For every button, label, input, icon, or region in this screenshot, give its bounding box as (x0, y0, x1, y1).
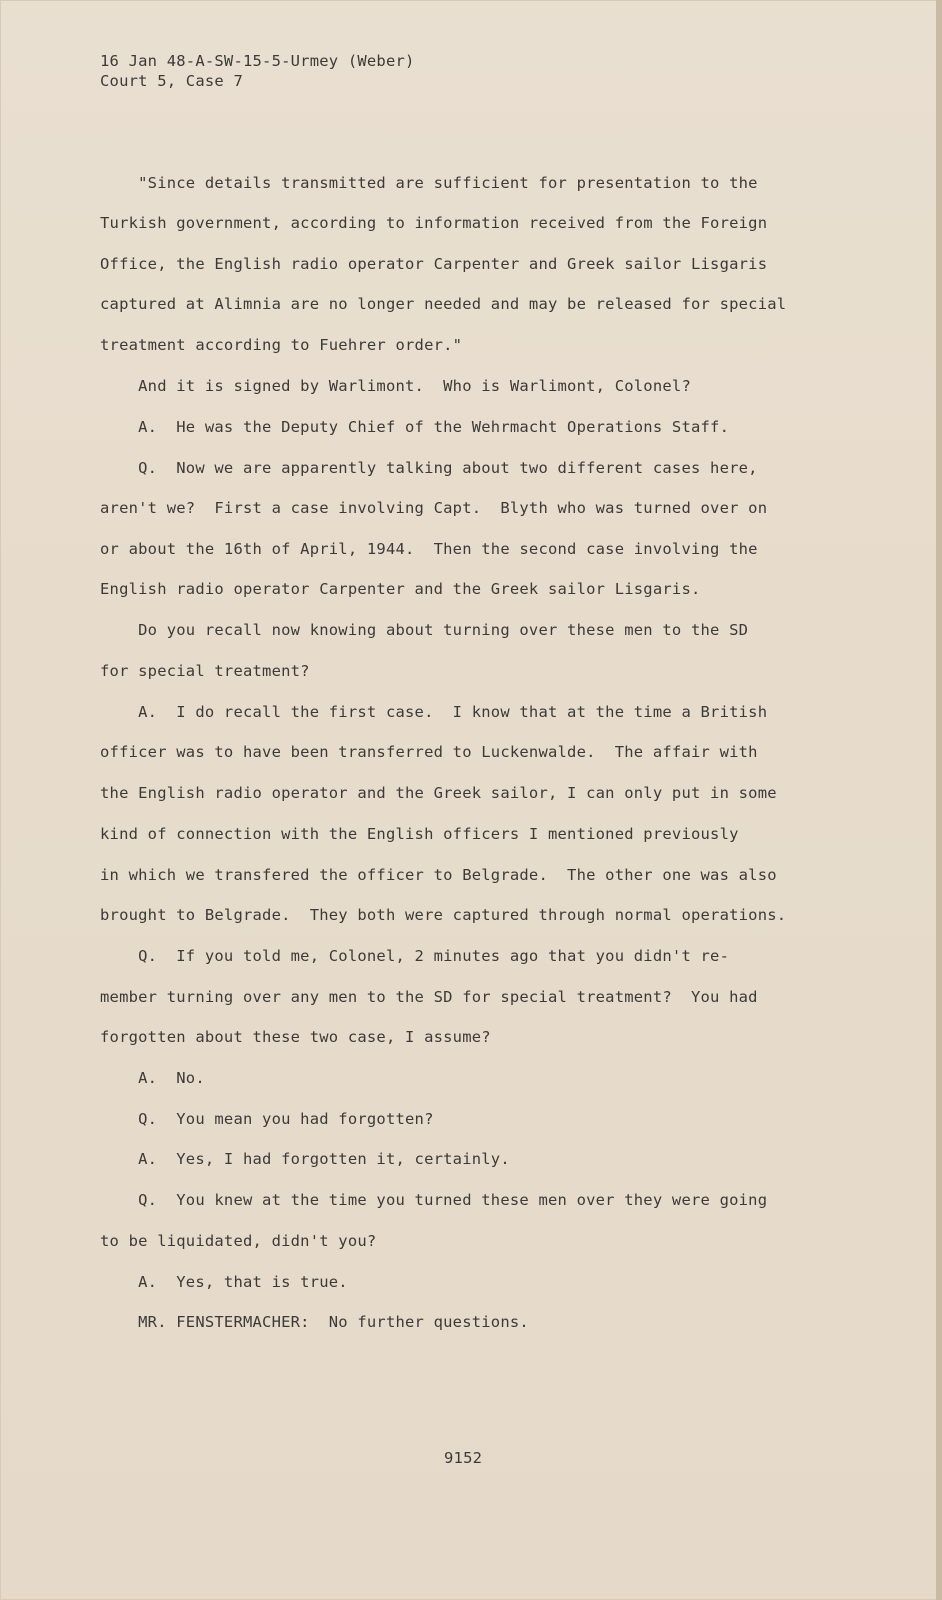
transcript-line: forgotten about these two case, I assume? (100, 1028, 491, 1046)
transcript-line: the English radio operator and the Greek sailor, I can only put in some (100, 784, 777, 802)
header-date-reference: 16 Jan 48-A-SW-15-5-Urmey (Weber) (100, 52, 415, 70)
transcript-line: for special treatment? (100, 662, 310, 680)
transcript-line: Do you recall now knowing about turning over these men to the SD (100, 621, 749, 639)
transcript-line: A. No. (100, 1069, 205, 1087)
transcript-line: A. I do recall the first case. I know that at the time a British (100, 703, 768, 721)
transcript-line: or about the 16th of April, 1944. Then the second case involving the (100, 540, 758, 558)
transcript-line: And it is signed by Warlimont. Who is Warlimont, Colonel? (100, 377, 691, 395)
transcript-line: captured at Alimnia are no longer needed and may be released for special (100, 295, 787, 313)
transcript-line: to be liquidated, didn't you? (100, 1232, 377, 1250)
transcript-line: brought to Belgrade. They both were captured through normal operations. (100, 906, 787, 924)
page-edge (936, 0, 942, 1600)
transcript-line: MR. FENSTERMACHER: No further questions. (100, 1313, 529, 1331)
page-number: 9152 (444, 1449, 483, 1467)
transcript-line: aren't we? First a case involving Capt. Blyth who was turned over on (100, 499, 768, 517)
transcript-line: in which we transfered the officer to Belgrade. The other one was also (100, 866, 777, 884)
transcript-line: member turning over any men to the SD for special treatment? You had (100, 988, 758, 1006)
transcript-line: English radio operator Carpenter and the Greek sailor Lisgaris. (100, 580, 701, 598)
transcript-line: Q. You mean you had forgotten? (100, 1110, 434, 1128)
header-court-case: Court 5, Case 7 (100, 72, 243, 90)
transcript-line: Turkish government, according to information received from the Foreign (100, 214, 768, 232)
transcript-line: treatment according to Fuehrer order." (100, 336, 463, 354)
transcript-line: Q. If you told me, Colonel, 2 minutes ago that you didn't re- (100, 947, 730, 965)
transcript-line: "Since details transmitted are sufficient for presentation to the (100, 174, 758, 192)
transcript-line: Q. You knew at the time you turned these men over they were going (100, 1191, 768, 1209)
transcript-line: A. Yes, I had forgotten it, certainly. (100, 1150, 510, 1168)
transcript-line: A. Yes, that is true. (100, 1273, 348, 1291)
transcript-line: officer was to have been transferred to Luckenwalde. The affair with (100, 743, 758, 761)
transcript-line: Office, the English radio operator Carpenter and Greek sailor Lisgaris (100, 255, 768, 273)
transcript-line: A. He was the Deputy Chief of the Wehrmacht Operations Staff. (100, 418, 730, 436)
transcript-line: Q. Now we are apparently talking about two different cases here, (100, 459, 758, 477)
transcript-line: kind of connection with the English officers I mentioned previously (100, 825, 739, 843)
